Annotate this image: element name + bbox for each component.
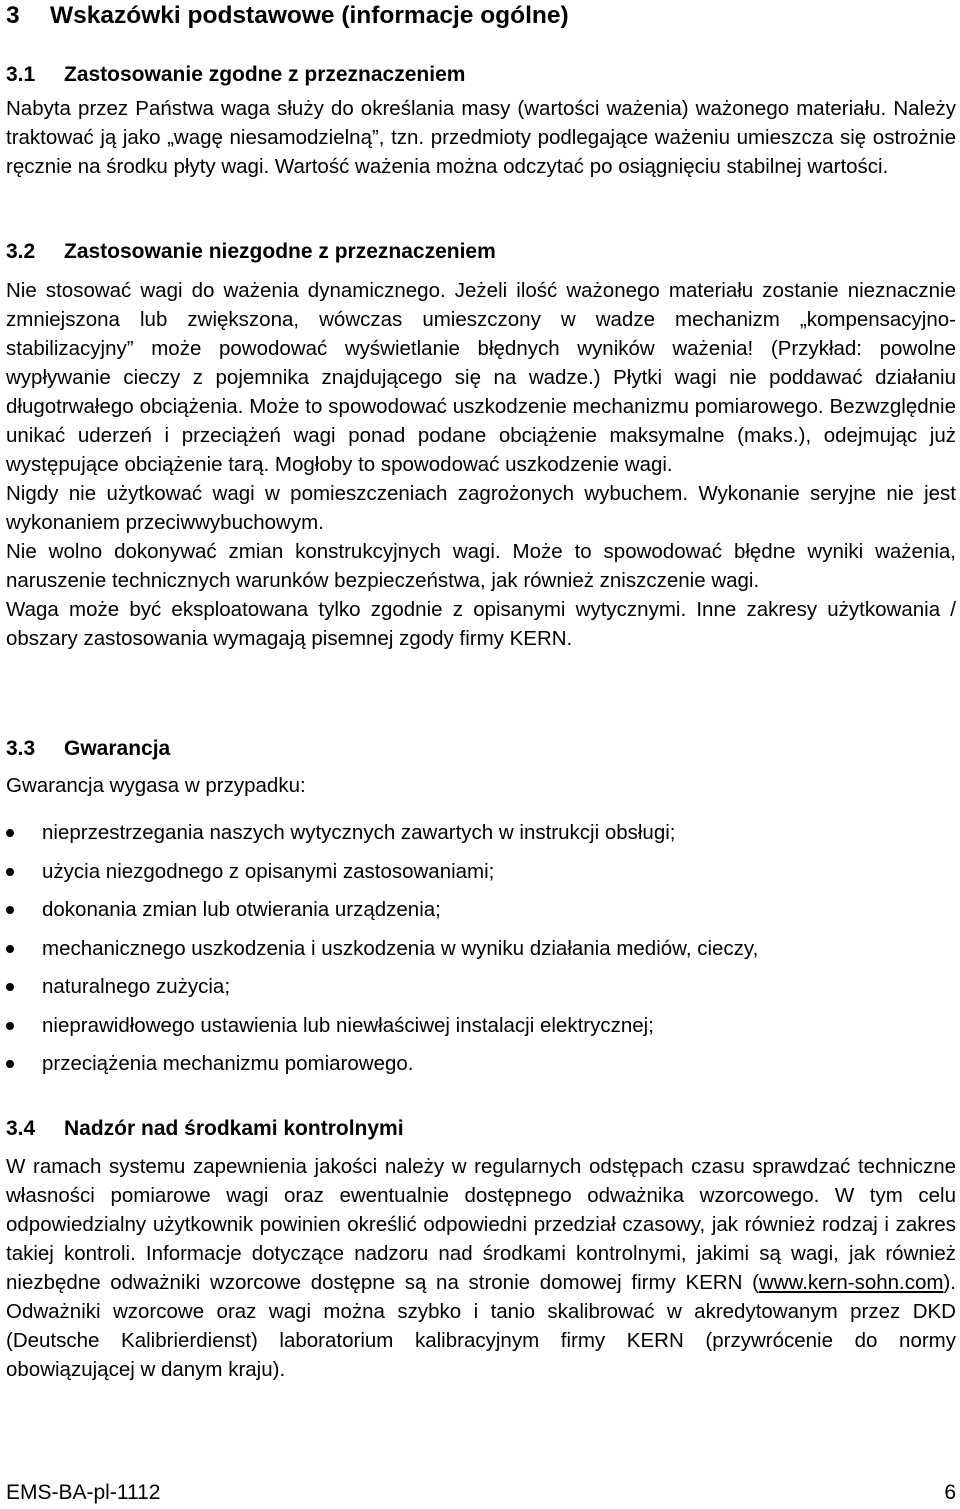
section-3-4-heading: [6, 1117, 404, 1141]
section-number: 3.4: [6, 1117, 36, 1140]
chapter-title: Wskazówki podstawowe (informacje ogólne): [50, 2, 569, 29]
bullet-icon: [6, 829, 14, 837]
section-3-4-body: [6, 1152, 956, 1384]
section-title: Zastosowanie zgodne z przeznaczeniem: [64, 63, 466, 86]
section-number: 3.2: [6, 240, 36, 263]
section-3-2-body: [6, 276, 956, 653]
paragraph: Nabyta przez Państwa waga służy do określania masy (wartości ważenia) ważonego materiału. Należy traktować ją jako „wagę niesamodzielną”, tzn. przedmioty podlegające ważeniu umieszcza się ostrożnie ręcznie na środku płyty wagi. Wartość ważenia można odczytać po osiągnięciu stabilnej wartości.: [6, 97, 956, 178]
section-3-2-heading: [6, 240, 496, 264]
section-3-1-heading: [6, 63, 465, 87]
section-3-3-heading: [6, 737, 170, 761]
list-item: nieprzestrzegania naszych wytycznych zawartych w instrukcji obsługi;: [6, 818, 956, 857]
kern-website-link[interactable]: www.kern-sohn.com: [758, 1271, 944, 1294]
list-item: nieprawidłowego ustawienia lub niewłaściwej instalacji elektrycznej;: [6, 1011, 956, 1050]
paragraph: Gwarancja wygasa w przypadku:: [6, 774, 306, 797]
bullet-icon: [6, 983, 14, 991]
section-3-1-body: [6, 94, 956, 181]
list-item: użycia niezgodnego z opisanymi zastosowaniami;: [6, 857, 956, 896]
section-3-3-intro: [6, 771, 956, 800]
list-item: przeciążenia mechanizmu pomiarowego.: [6, 1049, 956, 1088]
chapter-number: 3: [6, 2, 20, 29]
document-code: EMS-BA-pl-1112: [6, 1481, 161, 1504]
bullet-icon: [6, 1022, 14, 1030]
bullet-icon: [6, 868, 14, 876]
section-number: 3.3: [6, 737, 36, 760]
section-title: Gwarancja: [64, 737, 171, 760]
paragraph: Nie wolno dokonywać zmian konstrukcyjnych wagi. Może to spowodować błędne wyniki ważenia, naruszenie technicznych warunków bezpieczeństwa, jak również zniszczenie wagi.: [6, 540, 956, 592]
bullet-icon: [6, 906, 14, 914]
section-title: Zastosowanie niezgodne z przeznaczeniem: [64, 240, 496, 263]
bullet-icon: [6, 945, 14, 953]
chapter-heading: [6, 2, 569, 30]
list-item: mechanicznego uszkodzenia i uszkodzenia w wyniku działania mediów, cieczy,: [6, 934, 956, 973]
section-title: Nadzór nad środkami kontrolnymi: [64, 1117, 404, 1140]
list-item: naturalnego zużycia;: [6, 972, 956, 1011]
page-number: 6: [944, 1481, 956, 1504]
section-number: 3.1: [6, 63, 36, 86]
warranty-exclusions-list: [6, 818, 956, 1088]
paragraph: Nie stosować wagi do ważenia dynamicznego. Jeżeli ilość ważonego materiału zostanie nieznacznie zmniejszona lub zwiększona, wówczas umieszczony w wadze mechanizm „kompensacyjno-stabilizacyjny” może powodować wyświetlanie błędnych wyników ważenia! (Przykład: powolne wypływanie cieczy z pojemnika znajdującego się na wadze.) Płytki wagi nie poddawać działaniu długotrwałego obciążenia. Może to spowodować uszkodzenie mechanizmu pomiarowego. Bezwzględnie unikać uderzeń i przeciążeń wagi ponad podane obciążenie maksymalne (maks.), odejmując już występujące obciążenie tarą. Mogłoby to spowodować uszkodzenie wagi.: [6, 279, 956, 476]
paragraph: W ramach systemu zapewnienia jakości należy w regularnych odstępach czasu sprawdzać techniczne własności pomiarowe wagi oraz ewentualnie dostępnego odważnika wzorcowego. W tym celu odpowiedzialny użytkownik powinien określić odpowiedni przedział czasowy, jak również rodzaj i zakres takiej kontroli. Informacje dotyczące nadzoru nad środkami kontrolnymi, jakimi są wagi, jak również niezbędne odważniki wzorcowe dostępne są na stronie domowej firmy KERN (www.kern-sohn.com). Odważniki wzorcowe oraz wagi można szybko i tanio skalibrować w akredytowanym przez DKD (Deutsche Kalibrierdienst) laboratorium kalibracyjnym firmy KERN (przywrócenie do normy obowiązującej w danym kraju).: [6, 1155, 956, 1381]
list-item: dokonania zmian lub otwierania urządzenia;: [6, 895, 956, 934]
paragraph: Waga może być eksploatowana tylko zgodnie z opisanymi wytycznymi. Inne zakresy użytkowania / obszary zastosowania wymagają pisemnej zgody firmy KERN.: [6, 598, 956, 650]
bullet-icon: [6, 1060, 14, 1068]
paragraph: Nigdy nie użytkować wagi w pomieszczeniach zagrożonych wybuchem. Wykonanie seryjne nie jest wykonaniem przeciwwybuchowym.: [6, 482, 956, 534]
